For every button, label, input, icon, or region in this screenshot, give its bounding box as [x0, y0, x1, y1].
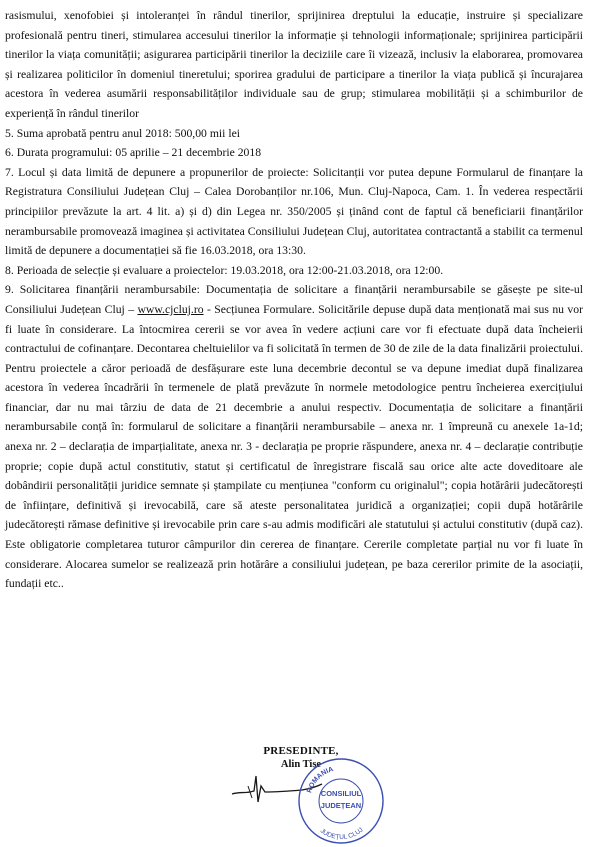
funding-request-details: - Secțiunea Formulare. Solicitările depuse după data menționată mai sus nu vor fi luate în considerare. La întocmirea cererii se vor avea în vedere acțiuni care vor fi efectuate după data încheierii contractului de cofinanțare. Decontarea cheltuielilor va fi solicitată în termen de 30 de zile de la data finalizării proiectului. Pentru proiectele a căror perioadă de desfășurare este luna decembrie decontul se va depune imediat după finalizarea acestora în vederea încadrării în termenele de plată prevăzute în normele metodologice pentru încheierea exercițiului financiar, dar nu mai târziu de data de 21 decembrie a anului respectiv. Documentația de solicitare a finanțării nerambursabile conță în: formularul de solicitare a finanțării nerambursabile – anexa nr. 1 împreună cu anexele 1a-1d; anexa nr. 2 – declarația de imparțialitate, anexa nr. 3 - declarația pe proprie răspundere, anexa nr. 4 – declarație contribuție proprie; copie după actul constitutiv, statut și certificatul de înregistrare fiscală sau orice alte acte doveditoare ale dobândirii personalității juridice semnate și ștampilate cu mențiunea "conform cu originalul"; copia hotărârii judecătorești de înființare, definitivă și irevocabilă, care să ateste personalitatea juridică a organizației; copii după hotărârile judecătorești rămase definitive și irevocabile prin care s-au admis modificări ale statutului și actului constitutiv (după caz). Este obligatorie completarea tuturor câmpurilor din cererea de finanțare. Cererile completate parțial nu vor fi luate în considerare. Alocarea sumelor se realizează prin hotărâre a consiliului județean, pe baza cererilor primite de la asociații, fundații etc..: [5, 302, 583, 591]
paragraph-submission-place-deadline: 7. Locul și data limită de depunere a propunerilor de proiecte: Solicitanții vor putea depune Formularul de finanțare la Registratura Consiliului Județean Cluj – Calea Dorobanților nr.106, Mun. Cluj-Napoca, Cam. 1. În vederea respectării principiilor prevăzute la art. 4 lit. a) și d) din Legea nr. 350/2005 și ținând cont de faptul că beneficiarii finanțărilor nerambursabile promovează imaginea și activitatea Consiliului Județean Cluj, autoritatea contractantă a stabilit ca termenul limită de depunere a documentației să fie 16.03.2018, ora 13:30.: [5, 165, 583, 258]
official-stamp: [296, 756, 386, 846]
paragraph-selection-period: 8. Perioada de selecție și evaluare a proiectelor: 19.03.2018, ora 12:00-21.03.2018, ora 12:00.: [5, 263, 444, 277]
stamp-bottom-text: JUDEȚUL CLUJ: [318, 826, 365, 842]
document-body: [5, 6, 583, 594]
funding-request-intro: 9. Solicitarea finanțării nerambursabile: Documentația de solicitare a finanțării nerambursabile se găsește pe site-ul Consiliului Județean Cluj –: [5, 283, 583, 316]
stamp-top-text: CONSILIUL: [320, 789, 362, 798]
paragraph-funding-request: [5, 280, 583, 594]
website-link[interactable]: www.cjcluj.ro: [137, 302, 204, 316]
paragraph-objectives-continued: rasismului, xenofobiei și intoleranței în rândul tinerilor, sprijinirea dreptului la educație, instruire și specializare profesională pentru tineri, stimularea accesului tinerilor la informație și tehnologii informaționale; sprijinirea participării tinerilor la viața comunității; asigurarea participării tinerilor la deciziile care îi vizează, inclusiv la elaborarea, promovarea și realizarea politicilor în domeniul tineretului; sporirea gradului de participare a tinerilor la viața publică și încurajarea acestora în vederea asumării responsabilităților individuale sau de grup; stimularea mobilității și a schimburilor de experiență în rândul tinerilor: [5, 9, 583, 120]
paragraph-program-duration: 6. Durata programului: 05 aprilie – 21 decembrie 2018: [5, 146, 262, 160]
president-name: Alin Tișe: [280, 759, 322, 770]
paragraph-approved-amount: 5. Suma aprobată pentru anul 2018: 500,00 mii lei: [5, 126, 241, 140]
stamp-side-text: ROMANIA: [306, 766, 335, 794]
stamp-middle-text: JUDEȚEAN: [320, 801, 362, 810]
president-title: PRESEDINTE,: [263, 745, 339, 757]
